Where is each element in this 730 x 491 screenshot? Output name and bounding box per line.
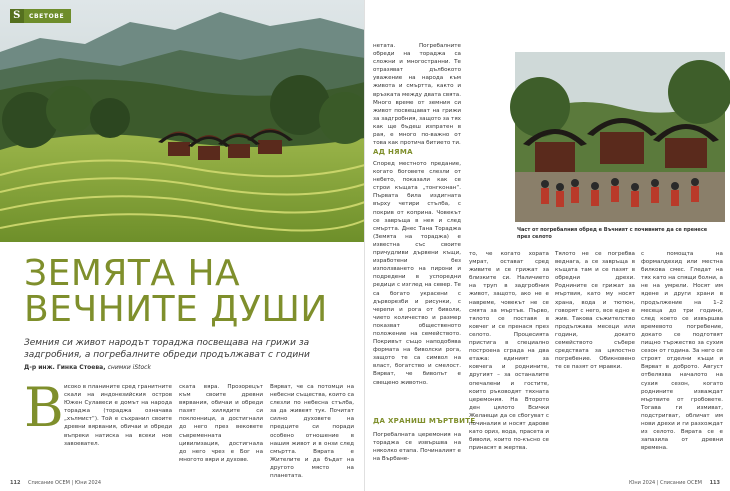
drop-cap: В — [24, 376, 64, 439]
right-column-2: то, че когато хората умрат, остават сред живите и се грижат за близките си. Наличието на труп в задгробния живот, защото, ако не е навреме, човекът не се смята за мъртъв. Първо, тялото се поставя в ковчег и се пренася през селото. Процесията пристига в специално построена сграда на два етажа: единият за ковчега и роднините, другият – за останалите опечалени и гостите, които ръководят тяхната церемония. На Второто ден цялото Всички Желаещи да се сбогуват с починалия и носят дарове като ориз, вода, прасета и биволи, които по-късно се принасят в жертва. — [469, 251, 549, 452]
title-line-1: ЗЕМЯТА НА — [24, 253, 241, 294]
right-column-4: с помощта на формалдехид или местна билкова смес. Гледат на тях като на спящи болни, а не на умрели. Носят им ядене и други храни в продължение на 1–2 месеца до три години, след което се извършва времевото погребение, докато се подготвят пищно тържество за сухия сезон от година. За него се строят отделни къщи и Вярват в доброто. Август отбелязва началото на сухия сезон, когато роднините изваждат мъртвите от гробовете. Тогава ги измиват, подстригват, обличат им нови дрехи и ги разхождат из селото. Вярата се е запазила от древни времена. — [641, 251, 723, 452]
article-subtitle: Земния си живот народът тораджа посвещава на грижи за задгробния, а погребалните обреди продължават с години — [24, 338, 310, 360]
folio-right — [629, 480, 720, 486]
section-logo-icon: S — [10, 9, 24, 23]
article-title — [24, 253, 354, 330]
photo-credit: снимки iStock — [107, 364, 151, 371]
magazine-name-right: Юни 2024 | Списание ОСЕМ — [628, 480, 702, 486]
photo-funeral-procession — [515, 52, 725, 222]
right-page — [365, 0, 730, 491]
photo-caption: Част от погребалния обред е Въчният с почивните да се пренесе през селото — [517, 227, 708, 240]
hero-photo-rice-terraces — [0, 0, 365, 242]
author: Д-р инж. Гинка Стоева, — [24, 364, 106, 371]
subheading-feeding-dead: ДА ХРАНИШ МЪРТВИТЕ — [373, 417, 476, 425]
left-column-2: ската вяра. Прозорецът към своите древни вярвания, обичаи и обреди пазят хилядите си поклонници, а достигнали до него през вековете съвременната цивилизация, достигнала до него чрез е Бог на многото вяри и духове. — [179, 384, 263, 463]
section-label: СВЕТОВЕ — [29, 12, 65, 20]
title-line-2: ВЕЧНИТЕ ДУШИ — [24, 289, 328, 330]
right-column-1-middle: Според местното предание, когато боговете слезли от небето, показали как се строи къщата „тонгконан“. Първата била издигната върху четири стълба, с покрив от коприна. Човекът се завръща в нея и след смъртта. Днес Тана Тораджа (Земята на тораджа) е известна със своите причудливи дървени къщи, изработени без използването на пирони и подредени в успоредни редици с изглед на север. Те са богато украсени с дърворезби и рисунки, с черепи и рога от биволи, чието количество и размер показват общественото положение на семейството. Покривът също наподобява формата на биволски рога, защото те са символ на власт, богатство и смелост. Вярват, че биволът е свещено животно. — [373, 161, 461, 386]
section-tag — [10, 9, 71, 23]
right-column-1-bottom: Погребалната церемония на тораджа се извършва на няколко етапа. Починалият е на Върбане- — [373, 432, 461, 463]
subheading-no-hell: АД НЯМА — [373, 148, 413, 156]
magazine-name-left: Списание ОСЕМ | Юни 2024 — [28, 480, 102, 486]
right-column-1-top: нетата. Погребалните обреди на тораджа са сложни и многостранни. Те отразяват дълбокото уважение на народа към живота и смъртта, както и връзката между двата свята. Много време от земния си живот посвещават на грижи за задгробния, защото за тях как ще бъдеш изпратен в рая, е много по-важно от това как протича битието ти. — [373, 43, 461, 147]
left-column-1: исоко в планините сред гранитните скали на индонезийския остров Южен Сулавеси е домът на народа тораджа (тораджа означава „хълмист“). Той е съхранил своите древни вярвания, обичаи и обреди въпреки натиска на всеки нов завоевател. — [64, 384, 172, 447]
folio-left — [10, 480, 101, 486]
byline — [24, 364, 151, 371]
page-number-right: 113 — [709, 480, 720, 486]
page-number-left: 112 — [10, 480, 21, 486]
right-column-3: Тялото не се погребва веднага, а се завръща в къщата там и се пазят в обредни дрехи. Роднините се грижат за мъртвия, като му носят храна, вода и тютюн, говорят с него, все едно е жив. Такова съжителство продължава месеци или години, докато семейството събере средствата за цялостно погребение. Обикновено те се пазят от мравки. — [555, 251, 635, 371]
left-column-3: Вярват, че са потомци на небесни същества, които са слезли по небесна стълба, за да живеят тук. Почитат силно духовете на предците си поради особено отношение в нашия живот и в онзи след смъртта. Вярата е Жителите и да бъдат на другото място на планетата. — [270, 384, 354, 480]
